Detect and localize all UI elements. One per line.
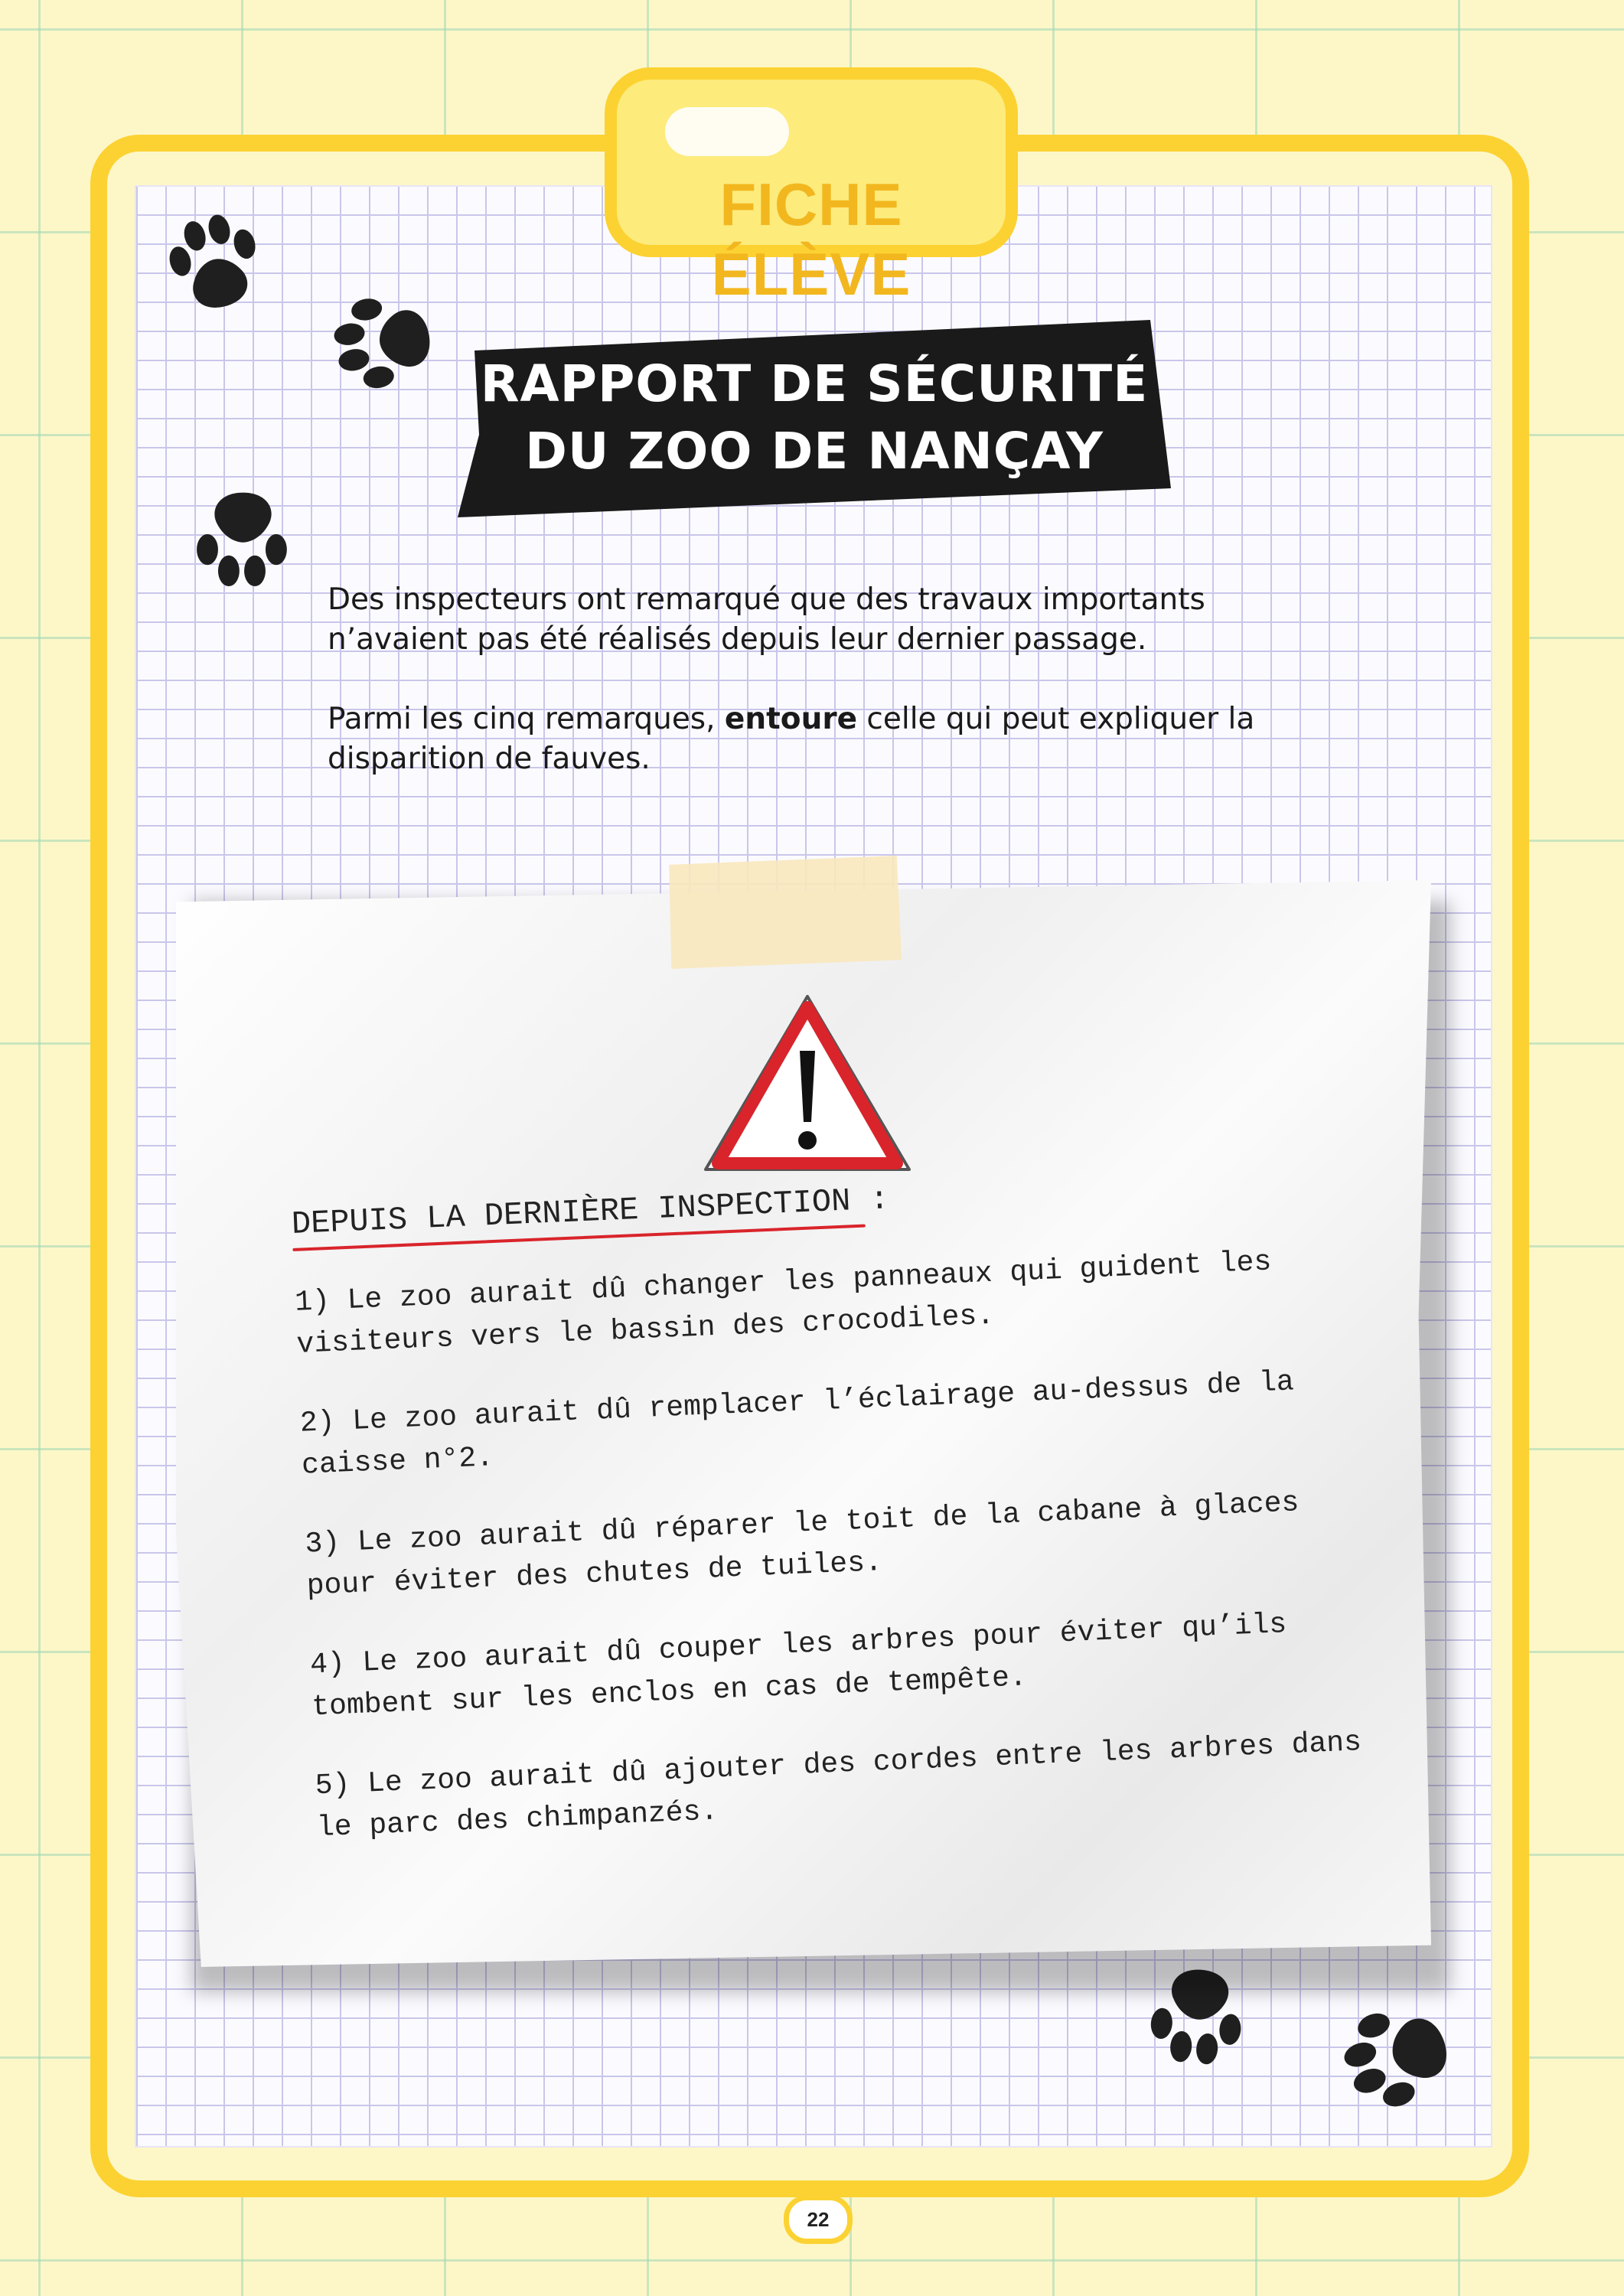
- tab-label: FICHE ÉLÈVE: [711, 171, 911, 308]
- paw-print-icon: [325, 283, 444, 402]
- page-title: [458, 351, 1171, 485]
- inspection-list-block: [291, 1161, 1375, 1886]
- paw-print-icon: [1335, 1994, 1462, 2120]
- inspection-heading-text: DEPUIS LA DERNIÈRE INSPECTION :: [291, 1181, 890, 1243]
- tape-strip: [664, 856, 902, 969]
- page-number: 22: [784, 2195, 853, 2244]
- list-item: 1) Le zoo aurait dû changer les panneaux qui guident les visiteurs vers le bassin des crocodiles.: [294, 1245, 1273, 1362]
- list-item: 3) Le zoo aurait dû réparer le toit de la cabane à glaces pour éviter des chutes de tuiles.: [304, 1486, 1300, 1603]
- tab-hole: [665, 107, 789, 156]
- intro-paragraph-2: [328, 700, 1322, 779]
- title-line-2: DU ZOO DE NANÇAY: [525, 422, 1104, 481]
- header-tab: [605, 67, 1018, 308]
- paw-print-icon: [157, 207, 272, 321]
- title-banner: [458, 320, 1171, 517]
- inspection-items: [294, 1238, 1373, 1849]
- paw-print-icon: [184, 478, 302, 597]
- list-item: 4) Le zoo aurait dû couper les arbres pour éviter qu’ils tombent sur les enclos en cas de tempête.: [309, 1608, 1287, 1724]
- list-item: 5) Le zoo aurait dû ajouter des cordes entre les arbres dans le parc des chimpanzés.: [314, 1726, 1362, 1845]
- intro-paragraph-1: Des inspecteurs ont remarqué que des travaux importants n’avaient pas été réalisés depuis leur dernier passage.: [328, 582, 1205, 657]
- list-item: 2) Le zoo aurait dû remplacer l’éclairage au-dessus de la caisse n°2.: [299, 1365, 1295, 1482]
- intro-text-start: Parmi les cinq remarques,: [328, 702, 725, 736]
- intro-text-end: celle qui peut expliquer la disparition de fauves.: [328, 702, 1255, 776]
- warning-triangle-icon: [696, 986, 918, 1185]
- title-line-1: RAPPORT DE SÉCURITÉ: [480, 354, 1149, 413]
- instructions: [328, 580, 1322, 819]
- intro-text-bold: entoure: [724, 702, 858, 736]
